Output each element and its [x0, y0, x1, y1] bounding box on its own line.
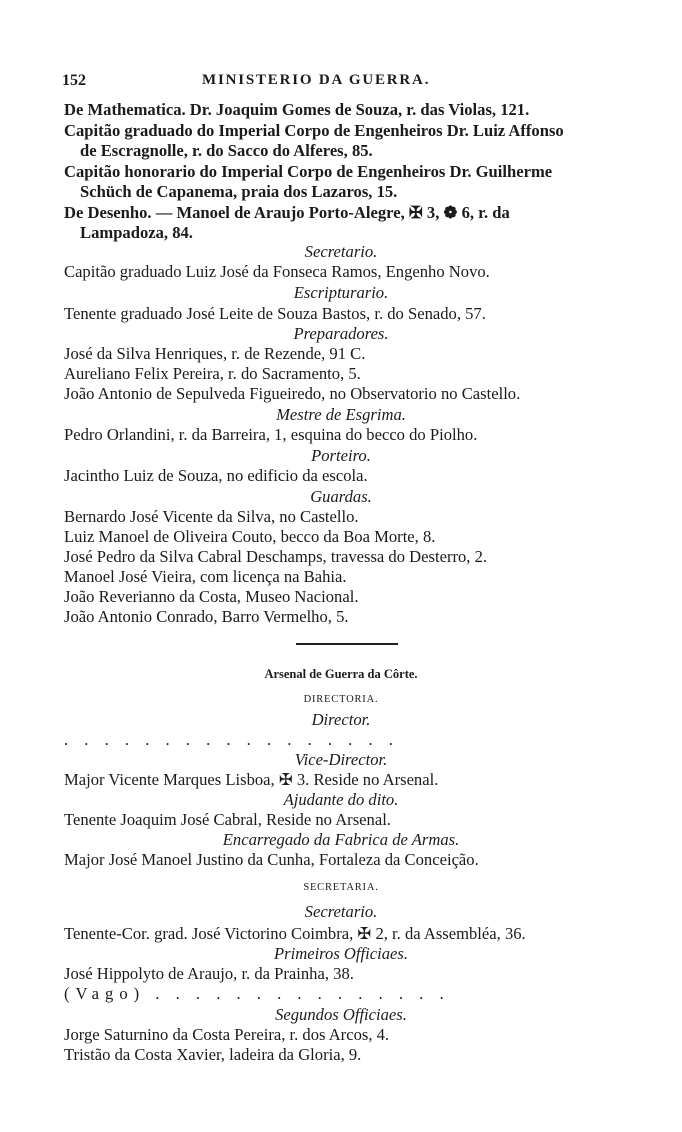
entry-line: Tenente Joaquim José Cabral, Reside no Arsenal. [64, 810, 391, 829]
entry-line: João Antonio Conrado, Barro Vermelho, 5. [64, 607, 349, 626]
entry-line: Lampadoza, 84. [80, 223, 193, 242]
entry-line: Capitão honorario do Imperial Corpo de Engenheiros Dr. Guilherme [64, 162, 553, 181]
page-number: 152 [62, 72, 86, 89]
entry-line: Major José Manoel Justino da Cunha, Fortaleza da Conceição. [64, 850, 479, 869]
entry-line: Schüch de Capanema, praia dos Lazaros, 15. [80, 182, 398, 201]
entry-line: Jacintho Luiz de Souza, no edificio da escola. [64, 466, 368, 485]
heading-segundos-officiaes: Segundos Officiaes. [275, 1005, 407, 1024]
vacant-entry: (Vago) . . . . . . . . . . . . . . . [64, 984, 450, 1003]
heading-encarregado: Encarregado da Fabrica de Armas. [222, 830, 460, 849]
heading-porteiro: Porteiro. [311, 446, 371, 465]
subsection-directoria: DIRECTORIA. [303, 694, 379, 705]
section-title-arsenal: Arsenal de Guerra da Côrte. [264, 667, 418, 681]
heading-escripturario: Escripturario. [293, 283, 389, 302]
running-title: MINISTERIO DA GUERRA. [202, 72, 431, 88]
section-divider [296, 643, 398, 645]
entry-desenho: De Desenho. — Manoel de Araujo Porto-Alegre, ✠ 3, ❁ 6, r. da [64, 203, 510, 222]
entry-line: Capitão graduado do Imperial Corpo de Engenheiros Dr. Luiz Affonso [64, 121, 564, 140]
heading-guardas: Guardas. [310, 487, 372, 506]
entry-line: José Pedro da Silva Cabral Deschamps, travessa do Desterro, 2. [64, 547, 488, 566]
heading-director: Director. [311, 710, 371, 729]
entry-line: João Antonio de Sepulveda Figueiredo, no Observatorio no Castello. [64, 384, 521, 403]
entry-line: Capitão graduado Luiz José da Fonseca Ramos, Engenho Novo. [64, 262, 490, 281]
entry-line: Pedro Orlandini, r. da Barreira, 1, esquina do becco do Piolho. [64, 425, 478, 444]
entry-line: Jorge Saturnino da Costa Pereira, r. dos Arcos, 4. [64, 1025, 390, 1044]
entry-line: Luiz Manoel de Oliveira Couto, becco da Boa Morte, 8. [64, 527, 436, 546]
heading-vice-director: Vice-Director. [294, 750, 388, 769]
entry-line: José Hippolyto de Araujo, r. da Prainha, 38. [64, 964, 354, 983]
vacant-dots: . . . . . . . . . . . . . . . . . [64, 730, 399, 749]
entry-line: Tenente graduado José Leite de Souza Bastos, r. do Senado, 57. [64, 304, 486, 323]
entry-line: de Escragnolle, r. do Sacco do Alferes, 85. [80, 141, 373, 160]
entry-line: Tristão da Costa Xavier, ladeira da Gloria, 9. [64, 1045, 362, 1064]
entry-line: José da Silva Henriques, r. de Rezende, 91 C. [64, 344, 366, 363]
entry-mathematica: De Mathematica. Dr. Joaquim Gomes de Souza, r. das Violas, 121. [64, 100, 530, 119]
heading-ajudante: Ajudante do dito. [283, 790, 399, 809]
heading-secretario-2: Secretario. [304, 902, 378, 921]
subsection-secretaria: SECRETARIA. [303, 882, 379, 893]
heading-preparadores: Preparadores. [293, 324, 389, 343]
entry-line: Bernardo José Vicente da Silva, no Castello. [64, 507, 359, 526]
entry-line: Major Vicente Marques Lisboa, ✠ 3. Reside no Arsenal. [64, 770, 439, 789]
heading-mestre-esgrima: Mestre de Esgrima. [276, 405, 406, 424]
entry-line: João Reverianno da Costa, Museo Nacional. [64, 587, 359, 606]
entry-line: Aureliano Felix Pereira, r. do Sacramento, 5. [64, 364, 361, 383]
entry-line: Manoel José Vieira, com licença na Bahia. [64, 567, 347, 586]
entry-line: Tenente-Cor. grad. José Victorino Coimbra, ✠ 2, r. da Assembléa, 36. [64, 924, 526, 943]
heading-secretario: Secretario. [304, 242, 378, 261]
heading-primeiros-officiaes: Primeiros Officiaes. [274, 944, 408, 963]
